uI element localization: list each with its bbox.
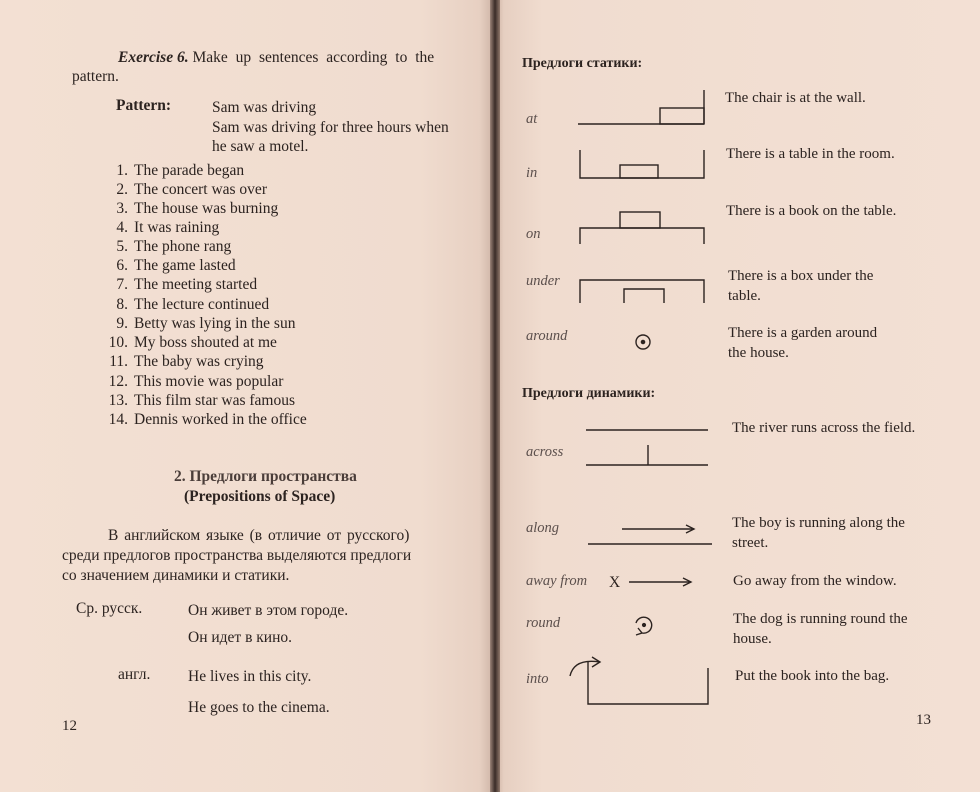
- paragraph-line-3: со значением динамики и статики.: [62, 567, 290, 584]
- prep-label-into: into: [526, 671, 549, 687]
- example-around: There is a garden around: [728, 325, 878, 341]
- list-item: 12. This movie was popular: [108, 373, 284, 390]
- list-item: 8. The lecture continued: [116, 296, 270, 313]
- away-from-start-marker: X: [609, 574, 621, 591]
- pattern-line-3: he saw a motel.: [212, 138, 309, 155]
- example-under: There is a box under the: [728, 268, 874, 284]
- example-away-from: Go away from the window.: [733, 573, 897, 589]
- english-example-1: He lives in this city.: [188, 668, 312, 685]
- list-item: 14. Dennis worked in the office: [108, 411, 307, 428]
- page-number-left: 12: [62, 718, 77, 734]
- prep-label-along: along: [526, 520, 560, 536]
- static-prepositions-title: Предлоги статики:: [522, 56, 643, 71]
- around-diagram: [634, 333, 654, 353]
- dynamic-prepositions-title: Предлоги динамики:: [522, 386, 656, 401]
- example-under-cont: table.: [728, 288, 761, 304]
- russian-example-2: Он идет в кино.: [188, 629, 293, 646]
- prep-label-across: across: [526, 444, 564, 460]
- along-diagram: [586, 524, 716, 548]
- example-across: The river runs across the field.: [732, 420, 916, 436]
- exercise-title: Exercise 6.: [118, 49, 189, 66]
- example-round: The dog is running round the: [733, 611, 908, 627]
- example-along: The boy is running along the: [732, 515, 905, 531]
- pattern-line-2: Sam was driving for three hours when: [212, 119, 449, 136]
- russian-example-1: Он живет в этом городе.: [188, 602, 349, 619]
- section-title-ru: 2. Предлоги пространства: [174, 468, 357, 485]
- prep-label-at: at: [526, 111, 538, 127]
- list-item: 10. My boss shouted at me: [108, 334, 277, 351]
- prep-label-in: in: [526, 165, 538, 181]
- example-into: Put the book into the bag.: [735, 668, 890, 684]
- english-example-2: He goes to the cinema.: [188, 699, 330, 716]
- across-diagram: [582, 427, 712, 469]
- example-along-cont: street.: [732, 535, 769, 551]
- list-item: 4. It was raining: [116, 219, 220, 236]
- example-around-cont: the house.: [728, 345, 789, 361]
- list-item: 5. The phone rang: [116, 238, 232, 255]
- list-item: 2. The concert was over: [116, 181, 267, 198]
- list-item: 13. This film star was famous: [108, 392, 296, 409]
- english-label: англ.: [118, 666, 151, 683]
- cf-label: Ср. русск.: [76, 600, 143, 617]
- away-from-arrow: [627, 576, 697, 588]
- example-round-cont: house.: [733, 631, 772, 647]
- prep-label-around: around: [526, 328, 568, 344]
- example-in: There is a table in the room.: [726, 146, 895, 162]
- section-title-en: (Prepositions of Space): [184, 488, 336, 505]
- prep-label-on: on: [526, 226, 541, 242]
- at-diagram: [578, 88, 708, 128]
- prep-label-round: round: [526, 615, 561, 631]
- under-diagram: [578, 277, 708, 307]
- exercise-heading: [118, 48, 434, 67]
- list-item: 3. The house was burning: [116, 200, 279, 217]
- paragraph-line-2: среди предлогов пространства выделяются предлоги: [62, 547, 412, 564]
- exercise-instruction: Make up sentences according to the: [192, 49, 435, 66]
- list-item: 9. Betty was lying in the sun: [116, 315, 296, 332]
- in-diagram: [578, 148, 708, 183]
- paragraph-line-1: В английском языке (в отличие от русского): [108, 527, 410, 544]
- prep-label-away-from: away from: [526, 573, 588, 589]
- pattern-label: Pattern:: [116, 97, 172, 114]
- round-diagram: [632, 613, 658, 639]
- pattern-line-1: Sam was driving: [212, 99, 317, 116]
- page-number-right: 13: [916, 712, 931, 728]
- list-item: 1. The parade began: [116, 162, 245, 179]
- book-gutter: [490, 0, 500, 792]
- prep-label-under: under: [526, 273, 560, 289]
- list-item: 11. The baby was crying: [109, 353, 264, 370]
- example-on: There is a book on the table.: [726, 203, 897, 219]
- exercise-instruction-cont: pattern.: [72, 68, 119, 85]
- list-item: 7. The meeting started: [116, 276, 258, 293]
- example-at: The chair is at the wall.: [725, 90, 866, 106]
- on-diagram: [578, 208, 708, 248]
- into-diagram: [566, 656, 714, 708]
- list-item: 6. The game lasted: [116, 257, 236, 274]
